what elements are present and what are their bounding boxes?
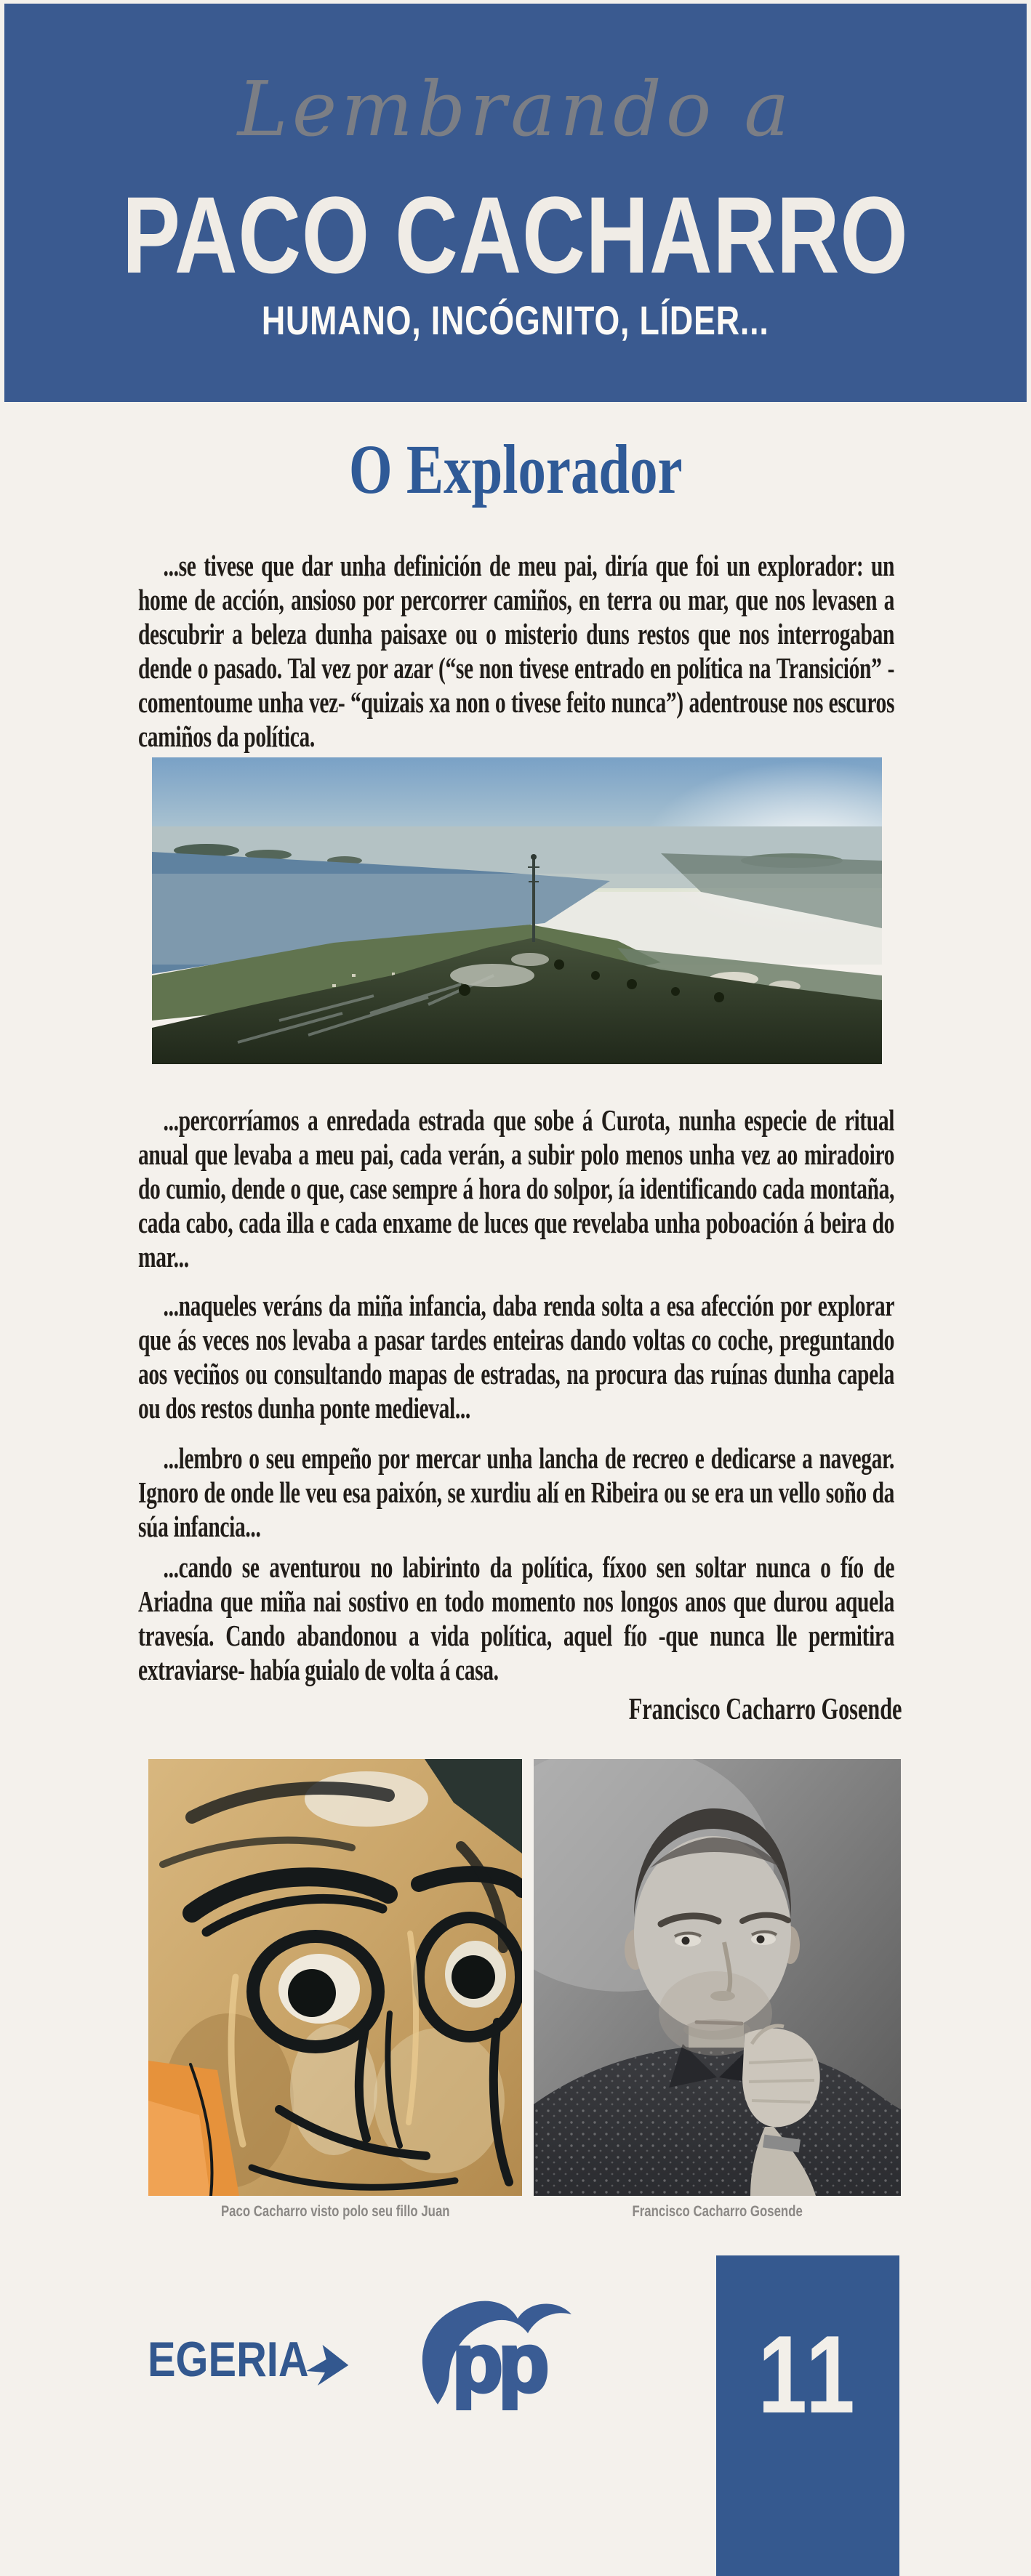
page-title: PACO CACHARRO	[122, 174, 909, 296]
painting-caption: Paco Cacharro visto polo seu fillo Juan	[220, 2203, 450, 2220]
page-number: 11	[757, 2313, 859, 2436]
painting-image	[148, 1759, 522, 2196]
portrait-caption: Francisco Cacharro Gosende	[632, 2203, 803, 2220]
bw-portrait-image	[534, 1759, 901, 2196]
page-header	[4, 4, 1027, 402]
abstract-portrait-painting	[148, 1759, 522, 2196]
article-signature: Francisco Cacharro Gosende	[628, 1693, 902, 1726]
pp-gaviota-icon	[412, 2297, 580, 2420]
paragraph-3: ...naqueles veráns da miña infancia, daba renda solta a esa afección por explorar que ás veces nos levaba a pasar tardes enteiras dando voltas co coche, preguntando aos veciños ou consultando mapas de estradas, na procura das ruínas dunha capela ou dos restos dunha ponte medieval...	[138, 1289, 895, 1425]
page-number-box	[716, 2255, 899, 2576]
article-title: O Explorador	[348, 430, 683, 508]
paragraph-1: ...se tivese que dar unha definición de meu pai, diría que foi un explorador: un home de acción, ansioso por percorrer camiños, en terra ou mar, que nos levasen a descubrir a beleza dunha paisaxe ou o misterio duns restos que nos interrogaban dende o pasado. Tal vez por azar (“se non tivese entrado en política na Transición” -comentoume unha vez- “quizais xa non o tivese feito nunca”) adentrouse nos escuros camiños da política.	[138, 549, 895, 753]
page-subtitle: HUMANO, INCÓGNITO, LÍDER...	[262, 297, 769, 343]
egeria-arrow-icon	[305, 2343, 351, 2387]
hero-photo	[152, 757, 882, 1064]
paragraph-5: ...cando se aventurou no labirinto da política, fíxoo sen soltar nunca o fío de Ariadna que miña nai sostivo en todo momento nos longos anos que durou aquela travesía. Cando abandonou a vida política, aquel fío -que nunca lle permitira extraviarse- había guialo de volta á casa.	[138, 1550, 895, 1686]
pp-logo	[412, 2297, 580, 2420]
header-kicker: Lembrando a	[237, 65, 794, 153]
paragraph-4: ...lembro o seu empeño por mercar unha lancha de recreo e dedicarse a navegar. Ignoro de onde lle veu esa paixón, se xurdiu alí en Ribeira ou se era un vello soño da súa infancia...	[138, 1441, 895, 1543]
portrait-photo	[534, 1759, 901, 2196]
paragraph-2: ...percorríamos a enredada estrada que sobe á Curota, nunha especie de ritual anual que levaba a meu pai, cada verán, a subir polo menos unha vez ao miradoiro do cumio, dende o que, case sempre á hora do solpor, ía identificando cada montaña, cada cabo, cada illa e cada enxame de luces que revelaba unha poboación á beira do mar...	[138, 1103, 895, 1273]
egeria-logo	[148, 2332, 409, 2390]
curota-landscape-image	[152, 757, 882, 1064]
pp-logo-text: pp	[452, 2317, 545, 2410]
egeria-logo-text: EGERIA	[148, 2332, 309, 2387]
